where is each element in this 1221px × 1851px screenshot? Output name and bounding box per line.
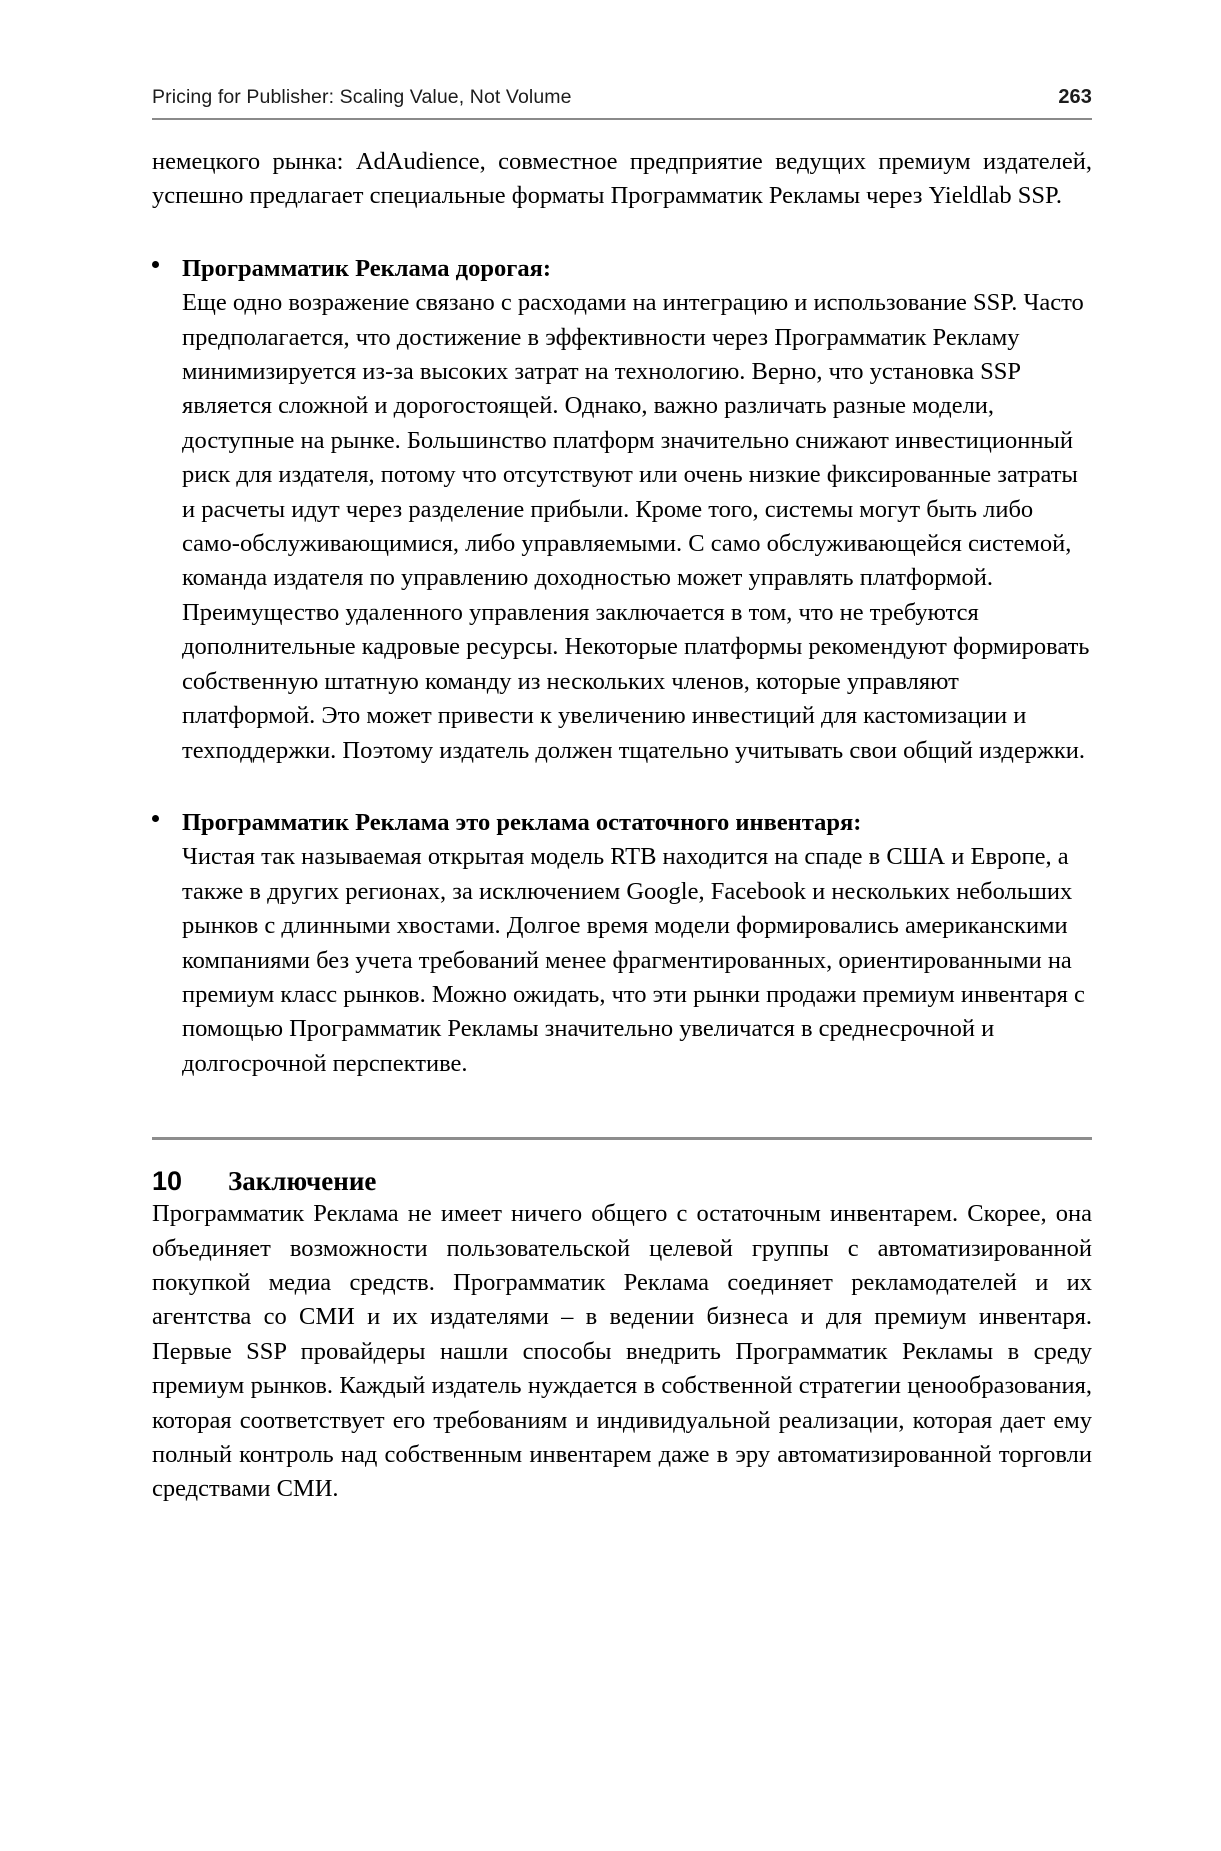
bullet-1-body: Еще одно возражение связано с расходами на интеграцию и использование SSP. Часто предполагается, что достижение в эффективности через Программатик Рекламу минимизируется из-за высоких затрат на технологию. Верно, что установка SSP является сложной и дорогостоящей. Однако, важно различать разные модели, доступные на рынке. Большинство платформ значительно снижают инвестиционный риск для издателя, потому что отсутствуют или очень низкие фиксированные затраты и расчеты идут через разделение прибыли. Кроме того, системы могут быть либо само-обслуживающимися, либо управляемыми. С само обслуживающейся системой, команда издателя по управлению доходностью может управлять платформой. Преимущество удаленного управления заключается в том, что не требуются дополнительные кадровые ресурсы. Некоторые платформы рекомендуют формировать собственную штатную команду из нескольких членов, которые управляют платформой. Это может привести к увеличению инвестиций для кастомизации и техподдержки. Поэтому издатель должен тщательно учитывать свои общий издержки. (182, 289, 1090, 764)
running-head (152, 86, 1092, 109)
page-content (152, 145, 1092, 1507)
section-number: 10 (152, 1166, 183, 1197)
closing-paragraph: Программатик Реклама не имеет ничего общего с остаточным инвентарем. Скорее, она объединяет возможности пользовательской целевой группы с автоматизированной покупкой медиа средств. Программатик Реклама соединяет рекламодателей и их агентства со СМИ и их издателями – в ведении бизнеса и для премиум инвентаря. Первые SSP провайдеры нашли способы внедрить Программатик Рекламы в среду премиум рынков. Каждый издатель нуждается в собственной стратегии ценообразования, которая соответствует его требованиям и индивидуальной реализации, которая дает ему полный контроль над собственным инвентарем даже в эру автоматизированной торговли средствами СМИ. (152, 1200, 1092, 1503)
bullet-marker-icon (152, 261, 159, 268)
bullet-item-1 (152, 252, 1092, 768)
section-divider (152, 1137, 1092, 1140)
page-number: 263 (1058, 86, 1092, 108)
bullet-2-title: Программатик Реклама это реклама остаточного инвентаря: (182, 808, 862, 836)
section-heading (152, 1166, 1092, 1197)
bullet-item-2 (152, 806, 1092, 1081)
running-head-title: Pricing for Publisher: Scaling Value, Not Volume (152, 86, 572, 108)
bullet-2-body: Чистая так называемая открытая модель RTB находится на спаде в США и Европе, а также в других регионах, за исключением Google, Facebook и нескольких небольших рынков с длинными хвостами. Долгое время модели формировались американскими компаниями без учета требований менее фрагментированных, ориентированными на премиум класс рынков. Можно ожидать, что эти рынки продажи премиум инвентаря с помощью Программатик Рекламы значительно увеличатся в среднесрочной и долгосрочной перспективе. (182, 843, 1085, 1077)
bullet-1-title: Программатик Реклама дорогая: (182, 254, 551, 282)
intro-paragraph: немецкого рынка: AdAudience, совместное предприятие ведущих премиум издателей, успешно предлагает специальные форматы Программатик Рекламы через Yieldlab SSP. (152, 148, 1092, 210)
bullet-marker-icon (152, 815, 159, 822)
header-divider (152, 118, 1092, 120)
section-title: Заключение (228, 1166, 377, 1197)
